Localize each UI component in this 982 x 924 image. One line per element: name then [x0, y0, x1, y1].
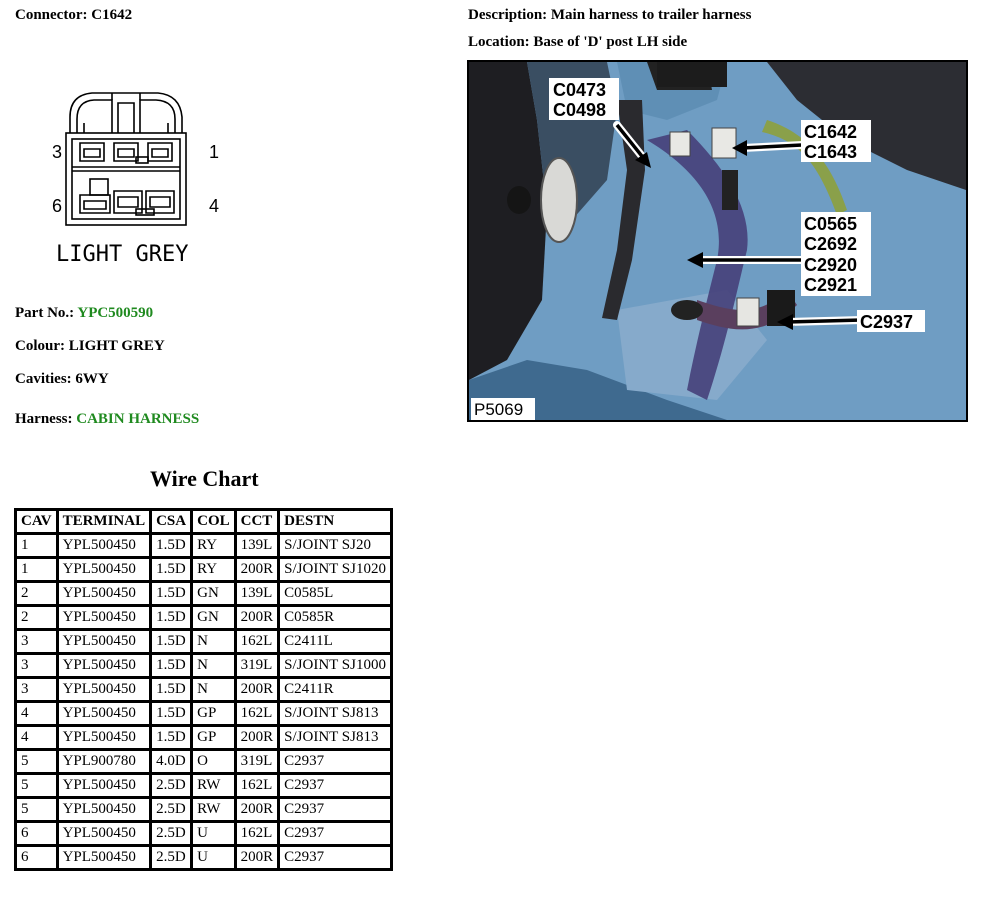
- wire-chart-title: Wire Chart: [150, 466, 259, 491]
- description-line: Description: Main harness to trailer harness: [468, 7, 752, 23]
- cell-col: GN: [192, 582, 236, 606]
- table-row: [16, 534, 392, 558]
- cell-cav: 5: [16, 798, 58, 822]
- table-row: [16, 558, 392, 582]
- cavities-line: Cavities: 6WY: [15, 371, 109, 387]
- cell-terminal: YPL900780: [57, 750, 151, 774]
- cell-cct: 162L: [235, 702, 279, 726]
- cell-col: GN: [192, 606, 236, 630]
- cell-cav: 1: [16, 534, 58, 558]
- header-csa: CSA: [151, 510, 192, 534]
- cell-col: RW: [192, 774, 236, 798]
- cell-col: U: [192, 846, 236, 870]
- cell-csa: 2.5D: [151, 822, 192, 846]
- callout-c1643: C1643: [804, 142, 858, 162]
- table-row: [16, 798, 392, 822]
- cell-csa: 1.5D: [151, 534, 192, 558]
- cell-terminal: YPL500450: [57, 678, 151, 702]
- connector-face-diagram: [50, 85, 230, 270]
- callout-c2692: C2692: [804, 234, 858, 254]
- cell-col: N: [192, 630, 236, 654]
- cell-col: U: [192, 822, 236, 846]
- cell-cav: 3: [16, 654, 58, 678]
- cell-cav: 3: [16, 630, 58, 654]
- table-row: [16, 774, 392, 798]
- cell-col: RW: [192, 798, 236, 822]
- callout-c2921: C2921: [804, 275, 858, 295]
- connector-colour-label: LIGHT GREY: [56, 242, 189, 267]
- cell-cav: 1: [16, 558, 58, 582]
- cell-csa: 1.5D: [151, 630, 192, 654]
- cell-cct: 162L: [235, 774, 279, 798]
- cell-terminal: YPL500450: [57, 822, 151, 846]
- cell-col: RY: [192, 558, 236, 582]
- pin-label-3: 3: [52, 142, 63, 162]
- cell-destn: C0585R: [279, 606, 392, 630]
- cell-terminal: YPL500450: [57, 534, 151, 558]
- cell-cav: 5: [16, 750, 58, 774]
- wire-chart-table: [14, 508, 393, 871]
- cell-cav: 2: [16, 606, 58, 630]
- location-line: Location: Base of 'D' post LH side: [468, 34, 688, 50]
- cell-destn: S/JOINT SJ813: [279, 726, 392, 750]
- cell-col: O: [192, 750, 236, 774]
- cell-terminal: YPL500450: [57, 606, 151, 630]
- pin-label-4: 4: [209, 196, 220, 216]
- part-number-line: [15, 305, 153, 322]
- pin-label-6: 6: [52, 196, 63, 216]
- cell-destn: S/JOINT SJ1020: [279, 558, 392, 582]
- cell-terminal: YPL500450: [57, 774, 151, 798]
- cell-csa: 1.5D: [151, 726, 192, 750]
- header-cav: CAV: [16, 510, 58, 534]
- cell-cav: 3: [16, 678, 58, 702]
- cell-cav: 6: [16, 846, 58, 870]
- table-row: [16, 630, 392, 654]
- cell-terminal: YPL500450: [57, 702, 151, 726]
- cell-cct: 200R: [235, 678, 279, 702]
- cell-destn: S/JOINT SJ20: [279, 534, 392, 558]
- cell-csa: 4.0D: [151, 750, 192, 774]
- cell-csa: 1.5D: [151, 582, 192, 606]
- cell-cav: 6: [16, 822, 58, 846]
- part-number-label: Part No.:: [15, 305, 75, 321]
- cell-cav: 2: [16, 582, 58, 606]
- belt-reel: [541, 158, 577, 242]
- cell-destn: C2411L: [279, 630, 392, 654]
- cell-cct: 162L: [235, 630, 279, 654]
- cell-cct: 139L: [235, 534, 279, 558]
- cell-terminal: YPL500450: [57, 558, 151, 582]
- table-row: [16, 582, 392, 606]
- cell-cct: 200R: [235, 726, 279, 750]
- cell-cct: 162L: [235, 822, 279, 846]
- table-row: [16, 846, 392, 870]
- cell-cav: 4: [16, 726, 58, 750]
- callout-c0498: C0498: [553, 100, 607, 120]
- cell-col: GP: [192, 726, 236, 750]
- cell-cct: 139L: [235, 582, 279, 606]
- cell-destn: S/JOINT SJ1000: [279, 654, 392, 678]
- cell-cct: 319L: [235, 654, 279, 678]
- colour-line: Colour: LIGHT GREY: [15, 338, 165, 354]
- header-col: COL: [192, 510, 236, 534]
- connector-location-photo: [467, 60, 968, 422]
- cell-csa: 1.5D: [151, 678, 192, 702]
- cell-destn: C2937: [279, 846, 392, 870]
- cell-csa: 2.5D: [151, 846, 192, 870]
- callout-c2920: C2920: [804, 255, 858, 275]
- header-destn: DESTN: [279, 510, 392, 534]
- photo-reference: P5069: [474, 400, 524, 419]
- cell-cct: 200R: [235, 798, 279, 822]
- connector-title: Connector: C1642: [15, 7, 133, 23]
- cell-csa: 2.5D: [151, 774, 192, 798]
- cell-destn: C2411R: [279, 678, 392, 702]
- cell-terminal: YPL500450: [57, 846, 151, 870]
- cell-csa: 1.5D: [151, 558, 192, 582]
- cell-col: N: [192, 654, 236, 678]
- callout-c0565: C0565: [804, 214, 858, 234]
- pin-label-1: 1: [209, 142, 220, 162]
- cell-csa: 2.5D: [151, 798, 192, 822]
- table-row: [16, 606, 392, 630]
- cell-csa: 1.5D: [151, 654, 192, 678]
- cell-csa: 1.5D: [151, 606, 192, 630]
- arrow-c2937: [787, 320, 862, 322]
- part-number-link[interactable]: YPC500590: [77, 305, 154, 321]
- cell-destn: C0585L: [279, 582, 392, 606]
- harness-label: Harness:: [15, 411, 73, 427]
- cell-col: RY: [192, 534, 236, 558]
- table-row: [16, 750, 392, 774]
- cell-destn: C2937: [279, 822, 392, 846]
- cell-col: GP: [192, 702, 236, 726]
- harness-link[interactable]: CABIN HARNESS: [76, 411, 200, 427]
- header-cct: CCT: [235, 510, 279, 534]
- table-row: [16, 678, 392, 702]
- cell-cct: 200R: [235, 606, 279, 630]
- table-row: [16, 654, 392, 678]
- cell-terminal: YPL500450: [57, 630, 151, 654]
- callout-c2937: C2937: [860, 312, 914, 332]
- cell-csa: 1.5D: [151, 702, 192, 726]
- wire-chart-header-row: [16, 510, 392, 534]
- cell-cct: 200R: [235, 846, 279, 870]
- cell-destn: S/JOINT SJ813: [279, 702, 392, 726]
- cell-cav: 4: [16, 702, 58, 726]
- table-row: [16, 726, 392, 750]
- callout-c1642: C1642: [804, 122, 858, 142]
- cell-terminal: YPL500450: [57, 726, 151, 750]
- header-terminal: TERMINAL: [57, 510, 151, 534]
- cell-cav: 5: [16, 774, 58, 798]
- table-row: [16, 702, 392, 726]
- harness-line: [15, 411, 199, 428]
- connector-body-outline: [66, 133, 186, 225]
- connector-latch-outline: [70, 93, 182, 133]
- table-row: [16, 822, 392, 846]
- cell-terminal: YPL500450: [57, 654, 151, 678]
- cell-cct: 319L: [235, 750, 279, 774]
- cell-terminal: YPL500450: [57, 798, 151, 822]
- cell-cct: 200R: [235, 558, 279, 582]
- cell-terminal: YPL500450: [57, 582, 151, 606]
- cell-destn: C2937: [279, 750, 392, 774]
- cell-destn: C2937: [279, 774, 392, 798]
- callout-c0473: C0473: [553, 80, 607, 100]
- cell-col: N: [192, 678, 236, 702]
- cell-destn: C2937: [279, 798, 392, 822]
